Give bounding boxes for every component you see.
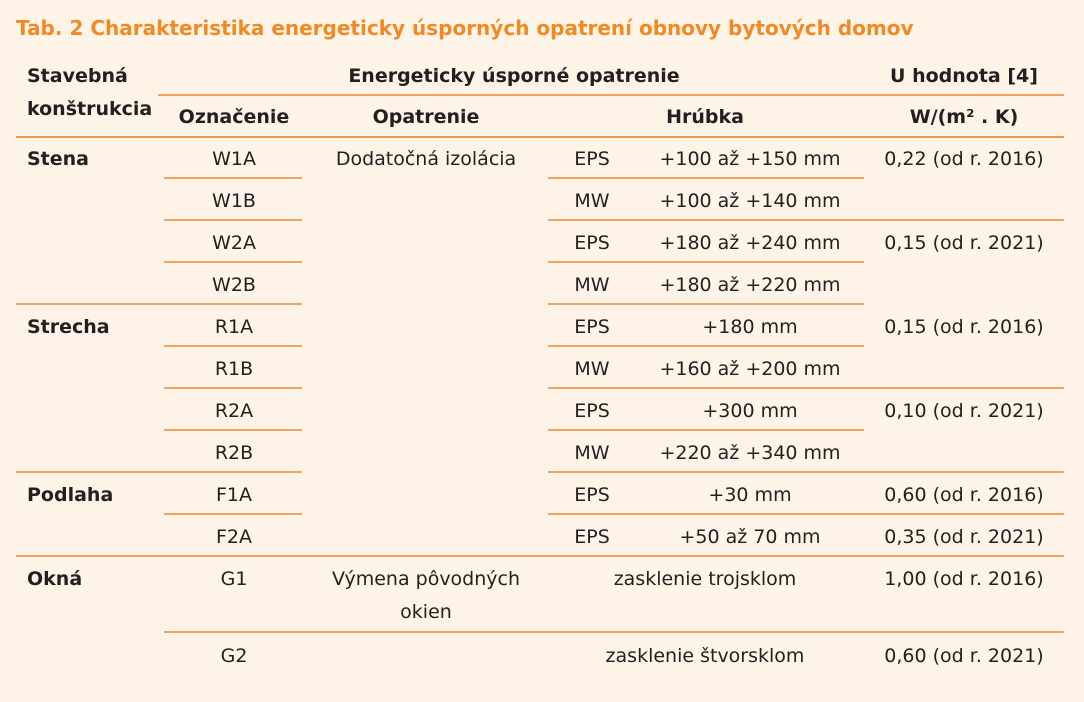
header-bottom-rule (16, 136, 1064, 138)
cell-u-value: 0,22 (od r. 2016) (884, 148, 1044, 170)
group-rule (16, 555, 1064, 557)
cell-material: MW (574, 274, 610, 296)
cell-thickness: +50 až 70 mm (679, 526, 821, 548)
cell-u-value: 0,10 (od r. 2021) (884, 400, 1044, 422)
cell-code: R2A (214, 400, 254, 422)
cell-thickness: +180 až +220 mm (659, 274, 841, 296)
cell-material: EPS (574, 400, 610, 422)
header-u-value: U hodnota [4] (890, 65, 1038, 87)
cell-u-value: 0,35 (od r. 2021) (884, 526, 1044, 548)
measure-window-line1: Výmena pôvodných (331, 568, 521, 590)
group-label-podlaha: Podlaha (27, 484, 114, 506)
group-label-strecha: Strecha (27, 316, 110, 338)
cell-material: EPS (574, 148, 610, 170)
cell-code: W2B (212, 274, 256, 296)
cell-code: F2A (215, 526, 253, 548)
cell-u-value: 0,15 (od r. 2016) (884, 316, 1044, 338)
group-label-okna: Okná (27, 568, 83, 590)
group-rule (548, 471, 1064, 473)
row-rule-code (164, 513, 302, 515)
table-caption: Tab. 2 Charakteristika energeticky úsporných opatrení obnovy bytových domov (16, 16, 914, 40)
cell-material: MW (574, 358, 610, 380)
cell-code: G1 (220, 568, 248, 590)
header-measure: Opatrenie (372, 106, 480, 128)
cell-material: EPS (574, 232, 610, 254)
row-rule-material (548, 513, 1064, 515)
cell-code: W1B (212, 190, 256, 212)
group-rule (16, 471, 302, 473)
cell-thickness: +300 mm (702, 400, 798, 422)
row-rule-code (164, 429, 302, 431)
row-rule-windows (164, 631, 1064, 633)
cell-code: R1B (214, 358, 254, 380)
cell-u-value: 0,60 (od r. 2016) (884, 484, 1044, 506)
measure-insulation: Dodatočná izolácia (335, 148, 517, 170)
row-rule-thickness (548, 177, 864, 179)
cell-thickness: +100 až +150 mm (659, 148, 841, 170)
cell-glazing: zasklenie trojsklom (613, 568, 797, 590)
row-rule-code (164, 261, 302, 263)
cell-thickness: +160 až +200 mm (659, 358, 841, 380)
cell-u-value: 0,60 (od r. 2021) (884, 645, 1044, 667)
cell-material: EPS (574, 526, 610, 548)
cell-glazing: zasklenie štvorsklom (605, 645, 805, 667)
group-label-stena: Stena (27, 148, 90, 170)
cell-material: MW (574, 190, 610, 212)
cell-code: W2A (212, 232, 256, 254)
header-measure-group: Energeticky úsporné opatrenie (348, 65, 680, 87)
header-unit: W/(m² . K) (909, 106, 1019, 128)
measure-window-line2: okien (400, 601, 452, 623)
header-construction-line1: Stavebná (27, 65, 128, 87)
header-rule (158, 94, 1064, 96)
row-rule-thickness (548, 261, 864, 263)
row-rule-code (164, 177, 302, 179)
header-thickness: Hrúbka (666, 106, 744, 128)
cell-thickness: +30 mm (708, 484, 792, 506)
cell-material: EPS (574, 484, 610, 506)
cell-code: F1A (215, 484, 253, 506)
cell-u-value: 0,15 (od r. 2021) (884, 232, 1044, 254)
row-rule-thickness (548, 345, 864, 347)
cell-material: MW (574, 442, 610, 464)
cell-code: R1A (214, 316, 254, 338)
cell-thickness: +180 až +240 mm (659, 232, 841, 254)
cell-code: G2 (220, 645, 248, 667)
cell-thickness: +100 až +140 mm (659, 190, 841, 212)
header-designation: Označenie (178, 106, 290, 128)
row-rule-code (164, 219, 302, 221)
cell-code: R2B (214, 442, 254, 464)
row-rule-thickness (548, 429, 864, 431)
cell-thickness: +180 mm (702, 316, 798, 338)
cell-code: W1A (212, 148, 256, 170)
cell-u-value: 1,00 (od r. 2016) (884, 568, 1044, 590)
cell-thickness: +220 až +340 mm (659, 442, 841, 464)
row-rule-material (548, 219, 1064, 221)
row-rule-code (164, 345, 302, 347)
row-rule-material (548, 387, 1064, 389)
group-rule (16, 303, 302, 305)
cell-material: EPS (574, 316, 610, 338)
header-construction-line2: konštrukcia (27, 98, 153, 120)
row-rule-code (164, 387, 302, 389)
group-rule (548, 303, 864, 305)
